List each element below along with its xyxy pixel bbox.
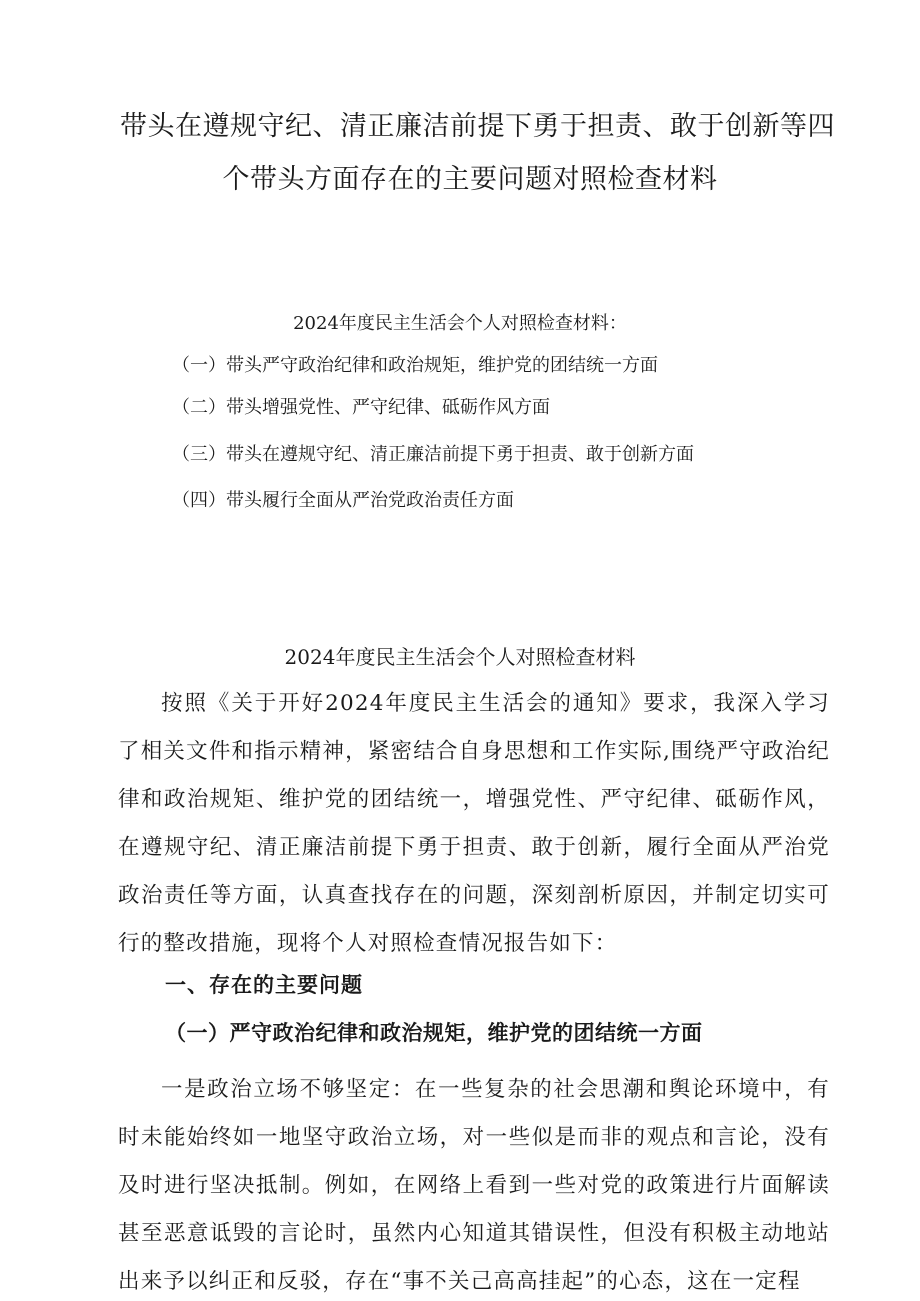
toc-heading: 2024年度民主生活会个人对照检查材料： [293, 313, 627, 334]
toc-item: （二）带头增强党性、严守纪律、砥砺作风方面 [172, 397, 550, 418]
document-title-line-1: 带头在遵规守纪、清正廉洁前提下勇于担责、敢于创新等四 [120, 111, 835, 142]
toc-item: （三）带头在遵规守纪、清正廉洁前提下勇于担责、敢于创新方面 [172, 444, 694, 465]
toc-item: （一）带头严守政治纪律和政治规矩，维护党的团结统一方面 [172, 355, 658, 376]
toc-item: （四）带头履行全面从严治党政治责任方面 [172, 490, 514, 511]
body-paragraph: 一是政治立场不够坚定：在一些复杂的社会思潮和舆论环境中，有时未能始终如一地坚守政治立场，对一些似是而非的观点和言论，没有及时进行坚决抵制。例如，在网络上看到一些对党的政策进行片面解读甚至恶意诋毁的言论时，虽然内心知道其错误性，但没有积极主动地站出来予以纠正和反驳，存在“事不关己高高挂起”的心态，这在一定程 [118, 1077, 830, 1294]
document-title-line-2: 个带头方面存在的主要问题对照检查材料 [222, 164, 718, 195]
heading-political-discipline: （一）严守政治纪律和政治规矩，维护党的团结统一方面 [165, 1020, 703, 1045]
intro-paragraph: 按照《关于开好2024年度民主生活会的通知》要求，我深入学习了相关文件和指示精神，紧密结合自身思想和工作实际,围绕严守政治纪律和政治规矩、维护党的团结统一，增强党性、严守纪律、砥砺作风，在遵规守纪、清正廉洁前提下勇于担责、敢于创新，履行全面从严治党政治责任等方面，认真查找存在的问题，深刻剖析原因，并制定切实可行的整改措施，现将个人对照检查情况报告如下： [118, 691, 830, 956]
section-title: 2024年度民主生活会个人对照检查材料 [284, 645, 636, 669]
document-title [120, 100, 835, 206]
heading-main-problems: 一、存在的主要问题 [165, 973, 363, 997]
